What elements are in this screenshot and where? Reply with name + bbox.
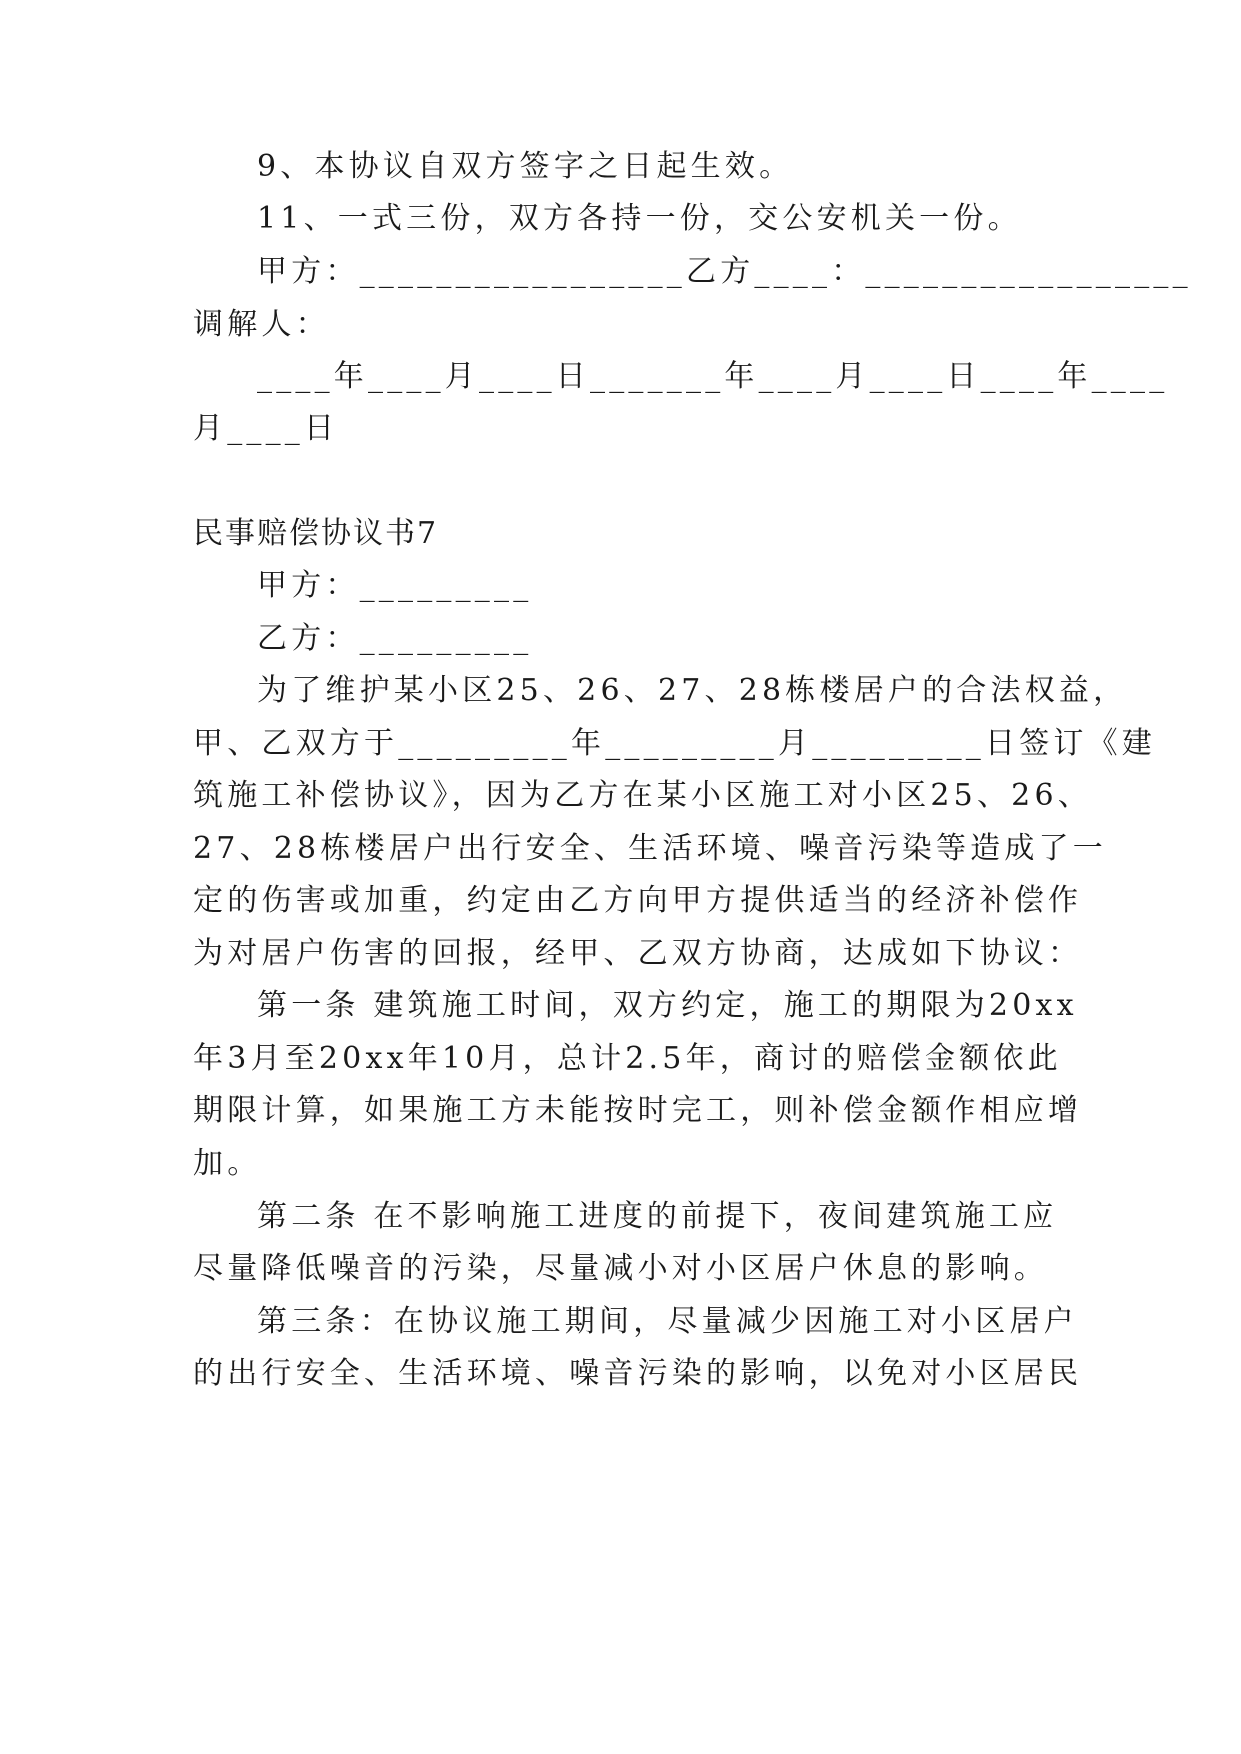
article-1-line: 加。 <box>193 1146 262 1181</box>
signature-party-line: 甲方：_________________乙方____：_________________ <box>257 254 1192 289</box>
article-2-line: 第二条 在不影响施工进度的前提下，夜间建筑施工应 <box>257 1199 1058 1234</box>
party-a-field: 甲方：_________ <box>257 568 533 603</box>
article-3-line: 第三条：在协议施工期间，尽量减少因施工对小区居户 <box>257 1304 1078 1339</box>
signature-date-line: ____年____月____日_______年____月____日____年____ <box>257 359 1169 394</box>
preamble-line: 27、28栋楼居户出行安全、生活环境、噪音污染等造成了一 <box>193 831 1107 866</box>
article-1-line: 年3月至20xx年10月，总计2.5年，商讨的赔偿金额依此 <box>193 1041 1062 1076</box>
preamble-line: 筑施工补偿协议》，因为乙方在某小区施工对小区25、26、 <box>193 778 1092 813</box>
clause-9-effective: 9、本协议自双方签字之日起生效。 <box>257 149 794 184</box>
article-3-line: 的出行安全、生活环境、噪音污染的影响，以免对小区居民 <box>193 1356 1083 1391</box>
section-title: 民事赔偿协议书7 <box>193 516 439 551</box>
article-1-line: 期限计算，如果施工方未能按时完工，则补偿金额作相应增 <box>193 1093 1083 1128</box>
clause-11-copies: 11、一式三份，双方各持一份，交公安机关一份。 <box>257 201 1022 236</box>
preamble-line: 定的伤害或加重，约定由乙方向甲方提供适当的经济补偿作 <box>193 883 1083 918</box>
preamble-line: 为对居户伤害的回报，经甲、乙双方协商，达成如下协议： <box>193 936 1083 971</box>
mediator-label: 调解人： <box>193 307 330 342</box>
article-2-line: 尽量降低噪音的污染，尽量减小对小区居户休息的影响。 <box>193 1251 1048 1286</box>
article-1-line: 第一条 建筑施工时间，双方约定，施工的期限为20xx <box>257 988 1078 1023</box>
preamble-line: 为了维护某小区25、26、27、28栋楼居户的合法权益， <box>257 673 1128 708</box>
party-b-field: 乙方：_________ <box>257 621 533 656</box>
signature-date-line-continued: 月____日 <box>193 411 339 446</box>
preamble-line: 甲、乙双方于_________年_________月_________日签订《建 <box>193 726 1156 761</box>
